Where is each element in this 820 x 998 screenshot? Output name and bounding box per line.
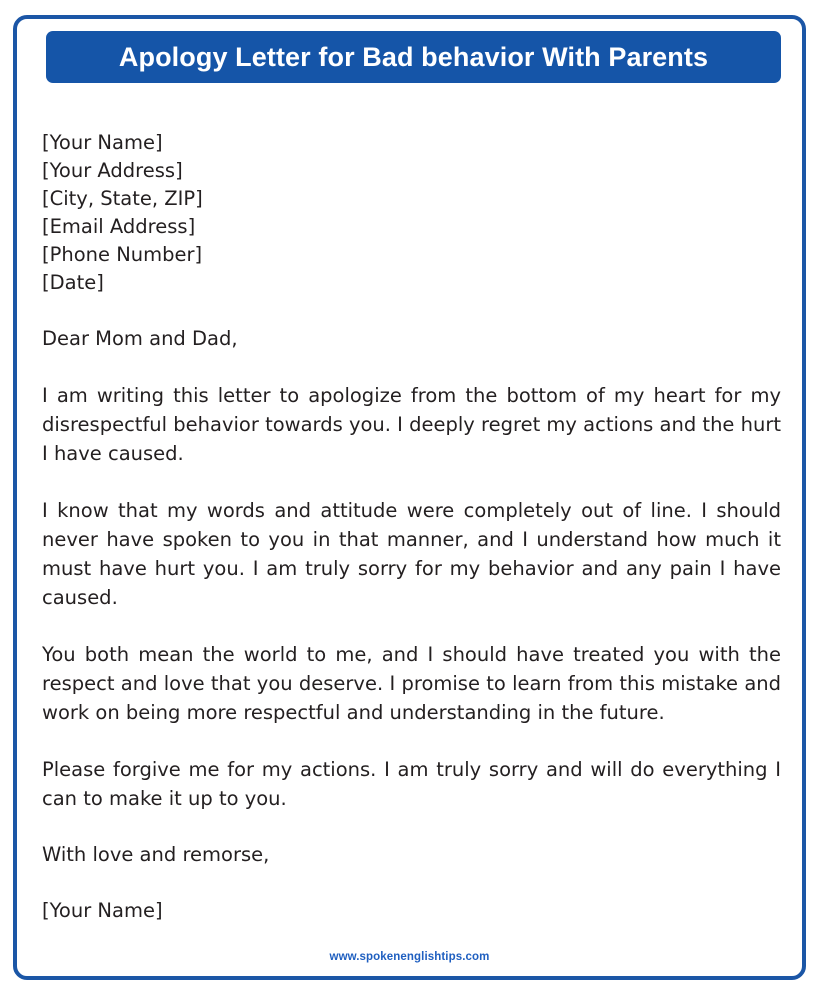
- letter-body: [42, 129, 781, 925]
- title-banner: [46, 31, 781, 83]
- letter-paragraph-3: You both mean the world to me, and I should have treated you with the respect and love that you deserve. I promise to learn from this mistake and work on being more respectful and understanding in the future.: [42, 643, 781, 724]
- address-line-phone: [Phone Number]: [42, 243, 203, 266]
- letter-paragraph-2: I know that my words and attitude were completely out of line. I should never have spoken to you in that manner, and I understand how much it must have hurt you. I am truly sorry for my behavior and any pain I have caused.: [42, 499, 781, 609]
- letter-signature: [Your Name]: [42, 899, 163, 922]
- letter-paragraph-1: I am writing this letter to apologize from the bottom of my heart for my disrespectful behavior towards you. I deeply regret my actions and the hurt I have caused.: [42, 384, 782, 465]
- address-line-street: [Your Address]: [42, 159, 183, 182]
- address-line-email: [Email Address]: [42, 215, 196, 238]
- footer: [17, 945, 802, 964]
- letter-closing: With love and remorse,: [42, 843, 270, 866]
- address-line-name: [Your Name]: [42, 131, 163, 154]
- sender-address-block: [42, 129, 781, 297]
- page-border-frame: [13, 15, 806, 980]
- website-link[interactable]: www.spokenenglishtips.com: [329, 951, 490, 963]
- address-line-date: [Date]: [42, 271, 104, 294]
- page-title: Apology Letter for Bad behavior With Parents: [118, 41, 709, 72]
- letter-salutation: Dear Mom and Dad,: [42, 327, 238, 350]
- letter-paragraph-4: Please forgive me for my actions. I am truly sorry and will do everything I can to make it up to you.: [42, 758, 781, 810]
- address-line-city-state-zip: [City, State, ZIP]: [42, 187, 203, 210]
